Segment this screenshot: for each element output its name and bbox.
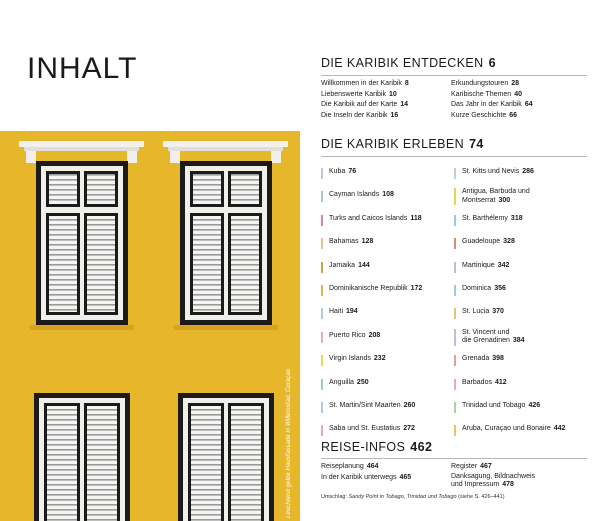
toc-item[interactable]: Die Inseln der Karibik 16 bbox=[321, 111, 399, 119]
region-color-marker bbox=[321, 215, 323, 226]
region-label: St. Martin/Sint Maarten bbox=[329, 402, 401, 409]
section-title-reise-infos[interactable]: REISE-INFOS 462 bbox=[321, 440, 433, 454]
region-item[interactable] bbox=[454, 379, 507, 388]
toc-item[interactable]: Erkundungstouren 28 bbox=[451, 80, 520, 87]
facade-photo bbox=[0, 131, 300, 521]
region-label: Aruba, Curaçao und Bonaire bbox=[462, 425, 551, 433]
region-color-marker bbox=[321, 379, 323, 390]
region-item[interactable] bbox=[454, 168, 534, 177]
region-page-number: 370 bbox=[492, 308, 504, 316]
entdecken-left-column bbox=[321, 79, 451, 121]
region-item[interactable] bbox=[321, 262, 370, 271]
region-color-marker bbox=[321, 238, 323, 249]
region-page-number: 272 bbox=[403, 425, 415, 433]
region-label: Anguilla bbox=[329, 378, 354, 386]
region-page-number: 426 bbox=[528, 402, 541, 409]
reise-right-column bbox=[451, 462, 587, 490]
region-item[interactable] bbox=[454, 355, 504, 364]
toc-item[interactable]: Danksagung, Bildnachweis und Impressum 478 bbox=[451, 472, 536, 488]
toc-item[interactable]: Liebenswerte Karibik 10 bbox=[321, 90, 397, 98]
region-item[interactable] bbox=[454, 329, 525, 346]
divider bbox=[321, 156, 587, 157]
region-page-number: 318 bbox=[510, 214, 523, 222]
region-item[interactable] bbox=[321, 191, 394, 200]
region-color-marker bbox=[321, 285, 323, 296]
region-page-number: 260 bbox=[403, 402, 416, 409]
region-label: Haiti bbox=[329, 308, 344, 316]
region-color-marker bbox=[454, 402, 456, 413]
region-label: Puerto Rico bbox=[329, 331, 366, 339]
toc-item[interactable]: Die Karibik auf der Karte 14 bbox=[321, 101, 409, 108]
region-label: Barbados bbox=[462, 378, 492, 386]
region-color-marker bbox=[454, 329, 456, 346]
region-page-number: 328 bbox=[503, 238, 515, 246]
region-color-marker bbox=[454, 215, 456, 226]
region-label: Guadeloupe bbox=[462, 238, 501, 246]
region-label: Antigua, Barbuda und Montserrat bbox=[462, 188, 530, 204]
region-color-marker bbox=[321, 355, 323, 366]
region-label: Virgin Islands bbox=[329, 355, 371, 363]
region-item[interactable] bbox=[321, 355, 386, 364]
region-color-marker bbox=[321, 425, 323, 436]
region-page-number: 398 bbox=[492, 355, 504, 363]
region-label: Grenada bbox=[462, 355, 490, 363]
region-color-marker bbox=[454, 285, 456, 296]
region-color-marker bbox=[454, 379, 456, 390]
region-label: Trinidad und Tobago bbox=[462, 402, 526, 409]
section-title-erleben[interactable]: DIE KARIBIK ERLEBEN 74 bbox=[321, 137, 484, 151]
region-page-number: 118 bbox=[410, 214, 422, 222]
region-label: Cayman Islands bbox=[329, 191, 380, 199]
region-label: Jamaika bbox=[329, 261, 356, 269]
region-page-number: 76 bbox=[348, 168, 357, 175]
region-item[interactable] bbox=[454, 402, 540, 411]
toc-item[interactable]: Reiseplanung 464 bbox=[321, 463, 379, 470]
toc-item[interactable]: Kurze Geschichte 66 bbox=[451, 111, 518, 119]
region-page-number: 286 bbox=[522, 168, 534, 175]
toc-item[interactable]: In der Karibik unterwegs 465 bbox=[321, 473, 412, 481]
region-label: St. Vincent und die Grenadinen bbox=[462, 328, 510, 345]
divider bbox=[321, 75, 587, 76]
reise-left-column bbox=[321, 462, 451, 490]
region-item[interactable] bbox=[321, 402, 415, 411]
reise-list bbox=[321, 462, 587, 490]
cover-footnote: Umschlag: Sandy Point in Tobago, Trinidad und Tobago (siehe S. 426–441) bbox=[321, 494, 505, 500]
lower-right-window bbox=[178, 393, 274, 521]
region-color-marker bbox=[321, 191, 323, 202]
region-color-marker bbox=[454, 238, 456, 249]
region-item[interactable] bbox=[454, 188, 530, 205]
region-item[interactable] bbox=[321, 379, 369, 388]
region-item[interactable] bbox=[454, 262, 509, 271]
region-label: Bahamas bbox=[329, 238, 359, 246]
entdecken-list bbox=[321, 79, 587, 121]
region-item[interactable] bbox=[454, 285, 506, 294]
toc-item[interactable]: Register 467 bbox=[451, 463, 492, 470]
region-page-number: 232 bbox=[373, 355, 386, 363]
region-color-marker bbox=[454, 168, 456, 179]
region-page-number: 172 bbox=[410, 285, 423, 292]
toc-item[interactable]: Willkommen in der Karibik 8 bbox=[321, 80, 409, 87]
region-color-marker bbox=[454, 188, 456, 205]
upper-left-window bbox=[36, 161, 128, 325]
region-page-number: 208 bbox=[368, 331, 381, 339]
facade-illustration bbox=[0, 131, 300, 521]
region-page-number: 250 bbox=[356, 378, 369, 386]
region-page-number: 442 bbox=[553, 425, 566, 433]
region-label: Martinique bbox=[462, 261, 495, 269]
region-color-marker bbox=[321, 262, 323, 273]
region-item[interactable] bbox=[454, 425, 565, 434]
region-item[interactable] bbox=[321, 285, 422, 294]
toc-item[interactable]: Das Jahr in der Karibik 64 bbox=[451, 101, 533, 108]
region-page-number: 356 bbox=[494, 285, 506, 292]
region-label: St. Lucia bbox=[462, 308, 490, 316]
region-page-number: 128 bbox=[361, 238, 374, 246]
page-title: INHALT bbox=[27, 52, 138, 85]
region-page-number: 384 bbox=[512, 337, 525, 345]
region-page-number: 108 bbox=[382, 191, 394, 199]
region-label: Dominikanische Republik bbox=[329, 285, 408, 292]
region-item[interactable] bbox=[454, 238, 515, 247]
divider bbox=[321, 458, 587, 459]
region-label: Turks and Caicos Islands bbox=[329, 214, 408, 222]
region-item[interactable] bbox=[321, 168, 356, 177]
region-color-marker bbox=[321, 332, 323, 343]
region-label: Dominica bbox=[462, 285, 492, 292]
photo-caption: Leuchtend gelbe Hausfassade in Willemstad, Curaçao bbox=[286, 368, 292, 518]
region-item[interactable] bbox=[321, 308, 358, 317]
region-item[interactable] bbox=[321, 332, 380, 341]
region-label: Kuba bbox=[329, 168, 346, 175]
entdecken-right-column bbox=[451, 79, 587, 121]
region-label: St. Kitts und Nevis bbox=[462, 168, 520, 175]
upper-right-window bbox=[180, 161, 272, 325]
region-page-number: 144 bbox=[358, 261, 370, 269]
region-label: Saba und St. Eustatius bbox=[329, 425, 401, 433]
lower-left-window bbox=[34, 393, 130, 521]
section-title-entdecken[interactable]: DIE KARIBIK ENTDECKEN 6 bbox=[321, 56, 496, 70]
region-item[interactable] bbox=[321, 215, 422, 224]
region-color-marker bbox=[321, 168, 323, 179]
region-color-marker bbox=[454, 355, 456, 366]
region-color-marker bbox=[321, 402, 323, 413]
region-item[interactable] bbox=[321, 425, 415, 434]
region-color-marker bbox=[454, 262, 456, 273]
region-page-number: 194 bbox=[346, 308, 358, 316]
region-color-marker bbox=[321, 308, 323, 319]
toc-item[interactable]: Karibische Themen 40 bbox=[451, 90, 522, 98]
region-color-marker bbox=[454, 308, 456, 319]
region-page-number: 300 bbox=[498, 196, 511, 204]
region-item[interactable] bbox=[321, 238, 373, 247]
region-item[interactable] bbox=[454, 308, 504, 317]
region-page-number: 342 bbox=[497, 261, 510, 269]
region-color-marker bbox=[454, 425, 456, 436]
region-item[interactable] bbox=[454, 215, 523, 224]
region-label: St. Barthélemy bbox=[462, 214, 508, 222]
region-page-number: 412 bbox=[494, 378, 507, 386]
